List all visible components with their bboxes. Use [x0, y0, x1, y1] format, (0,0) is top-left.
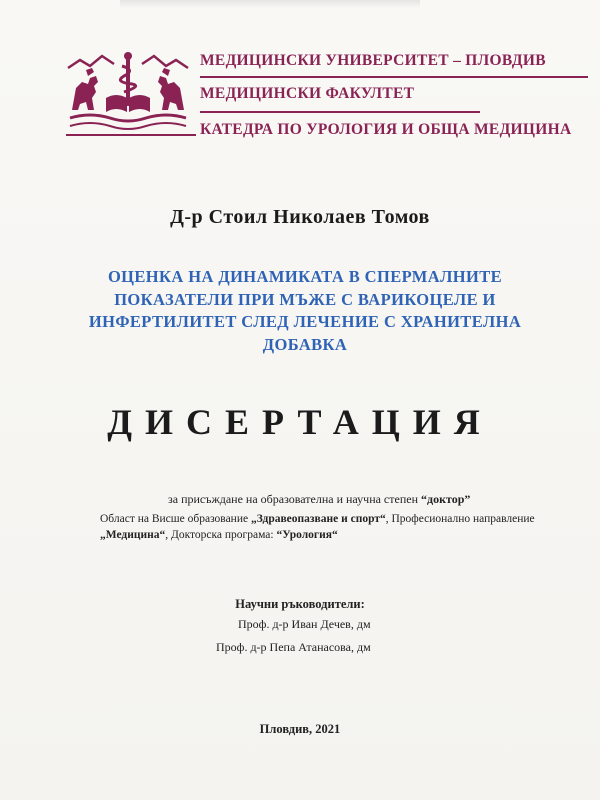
faculty-name: МЕДИЦИНСКИ ФАКУЛТЕТ [200, 85, 415, 102]
department-name: КАТЕДРА ПО УРОЛОГИЯ И ОБЩА МЕДИЦИНА [200, 121, 572, 138]
supervisors-heading: Научни ръководители: [235, 597, 365, 611]
degree-prefix: за присъждане на образователна и научна степен [168, 492, 422, 506]
degree-value: “доктор” [421, 492, 471, 506]
author-name: Д-р Стоил Николаев Томов [170, 206, 430, 228]
supervisor-item: Проф. д-р Пепа Атанасова, дм [216, 640, 371, 654]
logo-underline-rule [66, 134, 196, 136]
field-direction: „Медицина“ [100, 529, 166, 541]
university-name: МЕДИЦИНСКИ УНИВЕРСИТЕТ – ПЛОВДИВ [200, 52, 546, 69]
field-text-3: , Докторска програма: [165, 529, 277, 541]
document-type-heading: ДИСЕРТАЦИЯ [107, 402, 493, 442]
field-text-2: , Професионално направление [385, 513, 535, 525]
scan-edge-shadow [120, 0, 420, 8]
degree-line [168, 492, 470, 507]
university-emblem-icon [66, 48, 190, 136]
place-and-date: Пловдив, 2021 [259, 722, 341, 736]
field-text-1: Област на Висше образование [100, 513, 251, 525]
supervisor-item: Проф. д-р Иван Дечев, дм [238, 617, 371, 631]
field-of-study [100, 511, 540, 543]
header-rule-top [200, 76, 588, 78]
dissertation-title: ОЦЕНКА НА ДИНАМИКАТА В СПЕРМАЛНИТЕ ПОКАЗАТЕЛИ ПРИ МЪЖЕ С ВАРИКОЦЕЛЕ И ИНФЕРТИЛИТЕТ СЛЕД ЛЕЧЕНИЕ С ХРАНИТЕЛНА ДОБАВКА [88, 267, 522, 354]
header-rule-middle [200, 111, 480, 113]
field-program: “Урология“ [276, 529, 338, 541]
field-area: „Здравеопазване и спорт“ [250, 513, 386, 525]
